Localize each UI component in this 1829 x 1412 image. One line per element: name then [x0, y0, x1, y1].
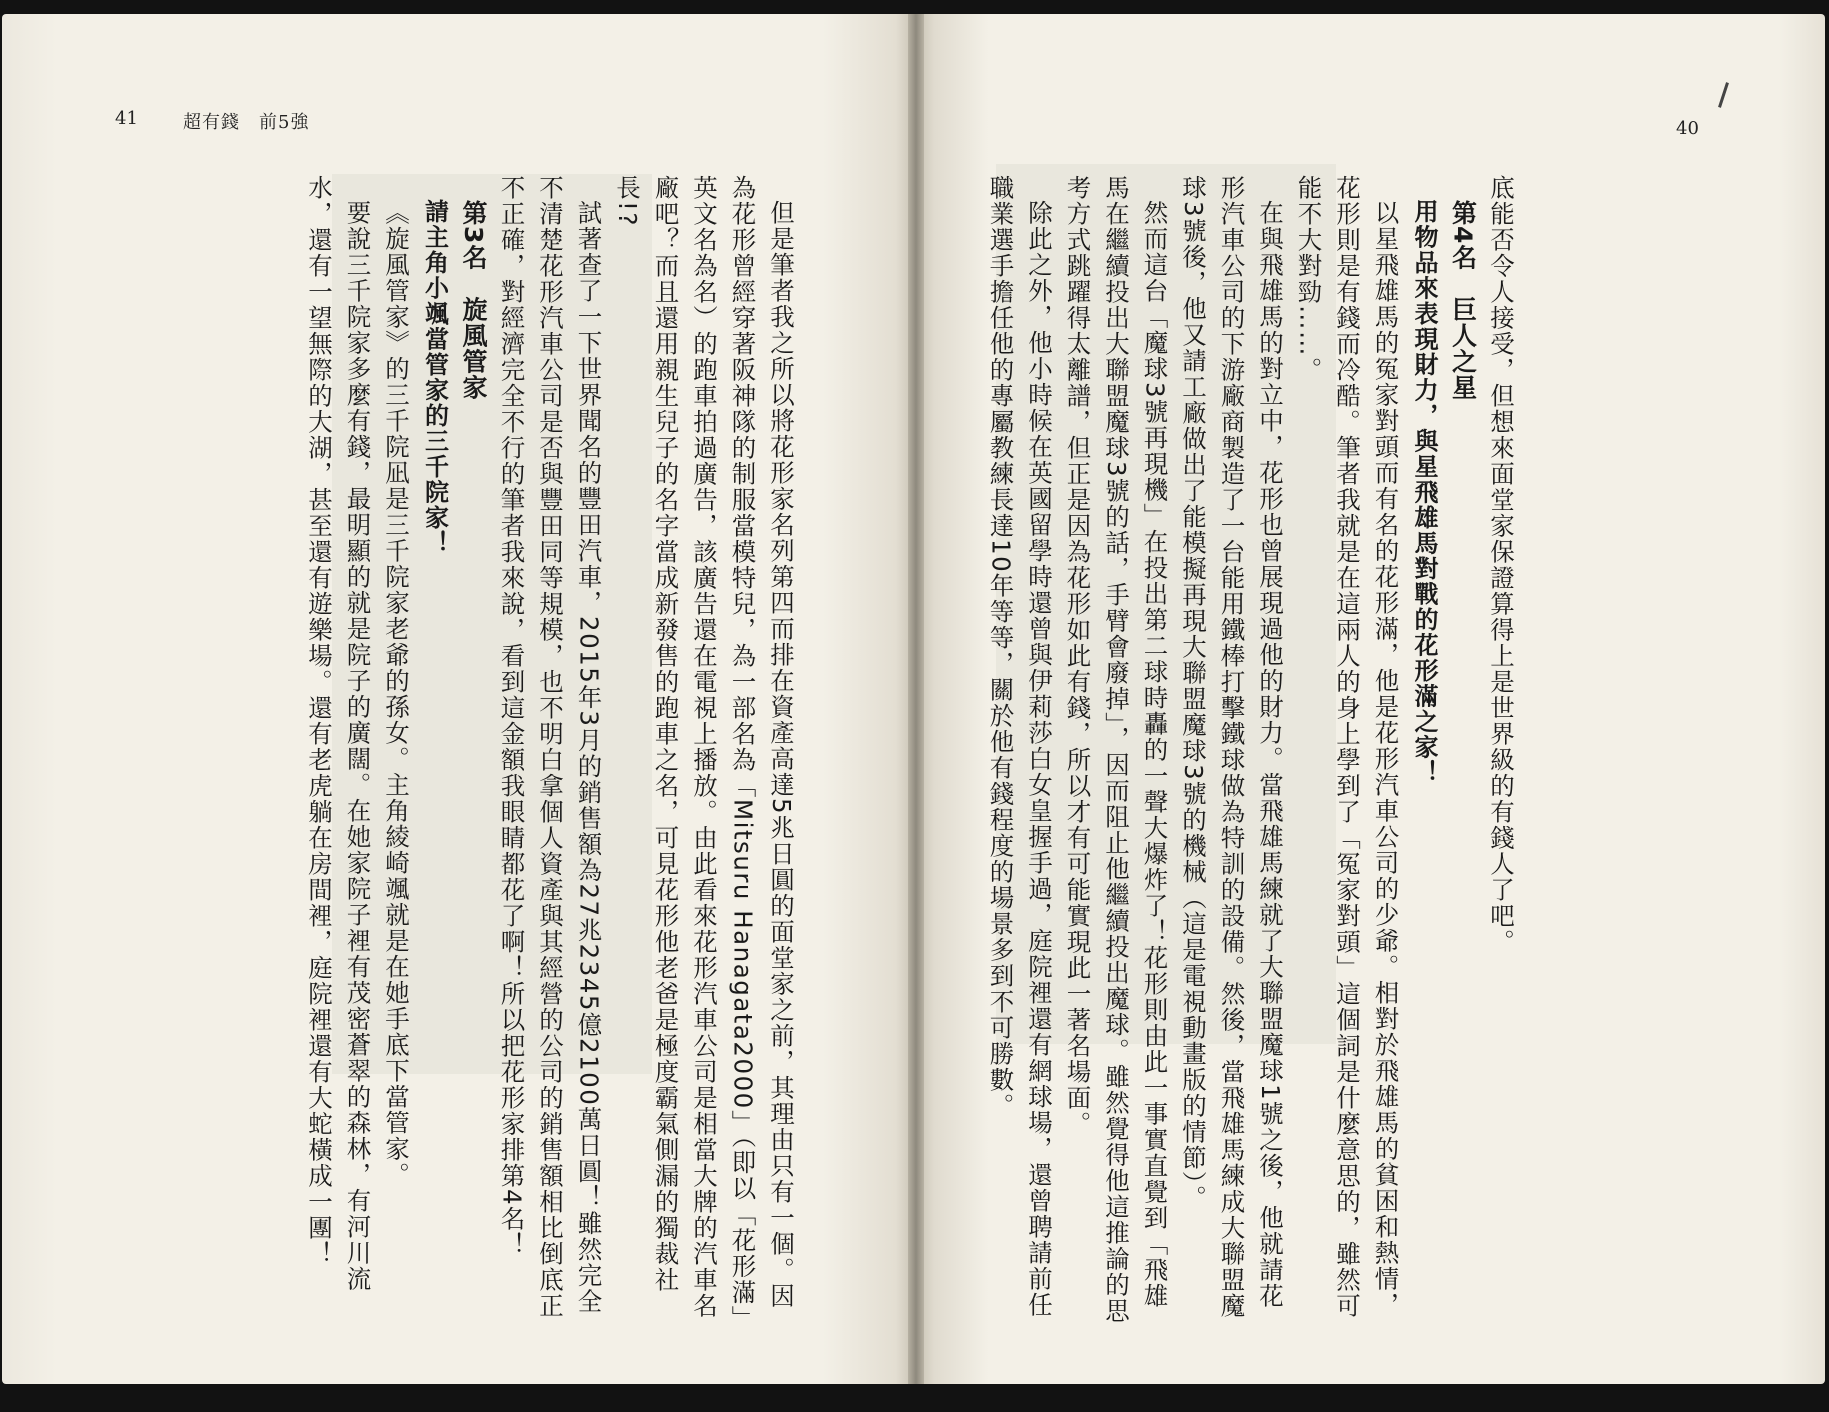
paragraph: 《旋風管家》的三千院凪是三千院家老爺的孫女。主角綾崎颯就是在她手底下當管家。: [382, 199, 411, 1188]
section-subheading-3: 請主角小颯當管家的三千院家！: [420, 199, 449, 556]
book-gutter: [908, 14, 924, 1384]
left-page-text: [100, 175, 800, 1325]
paragraph: 要說三千院家多麼有錢，最明顯的就是院子的廣闊。在她家院子裡有茂密蒼翠的森林，有河川流水，還有一望無際的大湖，甚至還有遊樂場。還有老虎躺在房間裡，庭院裡還有大蛇橫成一團！: [305, 175, 373, 1292]
right-page-text: [986, 175, 1520, 1325]
right-page-number: 40: [1676, 118, 1699, 139]
paragraph: 以星飛雄馬的冤家對頭而有名的花形滿，他是花形汽車公司的少爺。相對於飛雄馬的貧困和熱情，花形則是有錢而冷酷。筆者我就是在這兩人的身上學到了「冤家對頭」這個詞是什麼意思的，雖然可能不大對勁……。: [1294, 175, 1401, 1319]
paragraph: 除此之外，他小時候在英國留學時還曾與伊莉莎白女皇握手過，庭院裡還有網球場，還曾聘請前任職業選手擔任他的專屬教練長達10年等等，關於他有錢程度的場景多到不可勝數。: [986, 175, 1054, 1318]
left-running-title: 超有錢 前5強: [183, 112, 310, 133]
paragraph: 然而這台「魔球3號再現機」在投出第二球時轟的一聲大爆炸了！花形則由此一事實直覺到「飛雄馬在繼續投出大聯盟魔球3號的話，手臂會廢掉」，因而阻止他繼續投出魔球。雖然覺得他這推論的思考方式跳躍得太離譜，但正是因為花形如此有錢，所以才有可能實現此一著名場面。: [1063, 175, 1170, 1324]
paragraph: 但是筆者我之所以將花形家名列第四而排在資產高達5兆日圓的面堂家之前，其理由只有一個。因為花形曾經穿著阪神隊的制服當模特兒，為一部名為「Mitsuru Hanagata2000」（即以「花形滿」英文名為名）的跑車拍過廣告，該廣告還在電視上播放。由此看來花形汽車公司是相當大牌的汽車名廠吧？而且還用親生兒子的名字當成新發售的跑車之名，可見花形他老爸是極度霸氣側漏的獨裁社長!?: [613, 175, 796, 1320]
paragraph: 試著查了一下世界聞名的豐田汽車，2015年3月的銷售額為27兆2345億2100萬日圓！雖然完全不清楚花形汽車公司是否與豐田同等規模，也不明白拿個人資產與其經營的公司的銷售額相比倒底正不正確，對經濟完全不行的筆者我來說，看到這金額我眼睛都花了啊！所以把花形家排第4名！: [497, 175, 604, 1319]
section-heading-4: 第4名 巨人之星: [1448, 200, 1478, 401]
paragraph: 在與飛雄馬的對立中，花形也曾展現過他的財力。當飛雄馬練就了大聯盟魔球1號之後，他就請花形汽車公司的下游廠商製造了一台能用鐵棒打擊鐵球做為特訓的設備。然後，當飛雄馬練成大聯盟魔球3號後，他又請工廠做出了能模擬再現大聯盟魔球3號的機械（這是電視動畫版的情節）。: [1179, 175, 1285, 1319]
section-subheading-4: 用物品來表現財力，與星飛雄馬對戰的花形滿之家！: [1410, 199, 1438, 786]
left-page-number: 41: [115, 108, 138, 129]
section-heading-3: 第3名 旋風管家: [459, 200, 488, 401]
continuation-paragraph: 底能否令人接受，但想來面堂家保證算得上是世界級的有錢人了吧。: [1487, 175, 1516, 955]
